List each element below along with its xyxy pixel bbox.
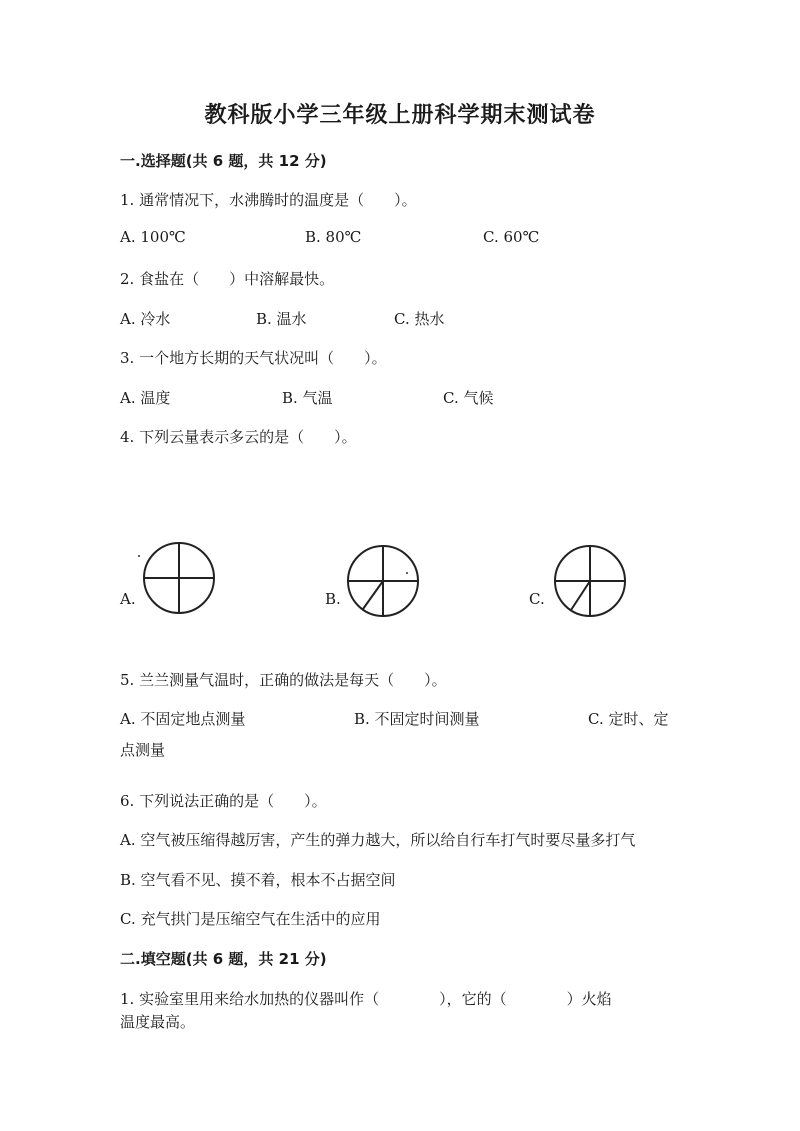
section-heading: 二.填空题(共 6 题，共 21 分) [120,950,327,968]
option-a: A. 温度 [120,389,171,407]
question-stem: 3. 一个地方长期的天气状况叫（ ）。 [120,349,387,367]
option-b: B. 空气看不见、摸不着，根本不占据空间 [120,871,396,889]
option-a: A. 100℃ [120,228,186,246]
option-c: C. 定时、定 [588,710,669,728]
option-b: B. 80℃ [305,228,362,246]
option-a: A. 冷水 [120,310,171,328]
question-stem: 4. 下列云量表示多云的是（ ）。 [120,428,357,446]
option-c: C. 充气拱门是压缩空气在生活中的应用 [120,910,381,928]
option-c: C. 60℃ [483,228,540,246]
option-a: A. [120,590,136,608]
option-c: C. 气候 [443,389,494,407]
option-c: C. 热水 [394,310,445,328]
question-stem: 1. 通常情况下，水沸腾时的温度是（ ）。 [120,191,417,209]
option-c-continued: 点测量 [120,741,166,759]
cloud-cover-diagram-c [550,543,630,619]
fill-question-line: 温度最高。 [120,1013,196,1031]
page-title: 教科版小学三年级上册科学期末测试卷 [204,102,596,128]
option-b: B. 温水 [256,310,307,328]
section-heading: 一.选择题(共 6 题，共 12 分) [120,152,327,170]
question-stem: 6. 下列说法正确的是（ ）。 [120,792,327,810]
fill-question-line: 1. 实验室里用来给水加热的仪器叫作（ ），它的（ ）火焰 [120,990,612,1008]
question-stem: 5. 兰兰测量气温时，正确的做法是每天（ ）。 [120,671,447,689]
option-c: C. [529,590,545,608]
option-b: B. [325,590,341,608]
question-stem: 2. 食盐在（ ）中溶解最快。 [120,270,335,288]
option-a: A. 不固定地点测量 [120,710,246,728]
option-b: B. 气温 [282,389,333,407]
cloud-cover-diagram-a [137,540,221,616]
cloud-cover-diagram-b [343,543,423,619]
option-b: B. 不固定时间测量 [354,710,480,728]
option-a: A. 空气被压缩得越厉害，产生的弹力越大，所以给自行车打气时要尽量多打气 [120,831,636,849]
